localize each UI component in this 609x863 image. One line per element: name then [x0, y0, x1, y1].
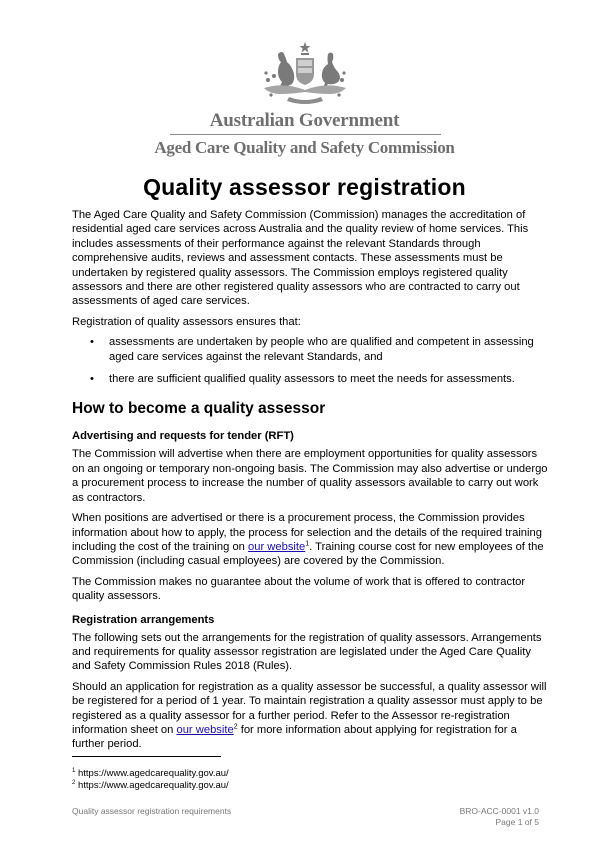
- website-link-1[interactable]: our website: [248, 540, 306, 553]
- footer-document-code: BRO-ACC-0001 v1.0: [459, 806, 539, 816]
- ensures-lead: Registration of quality assessors ensures that:: [72, 315, 301, 328]
- footnote-ref-1: 1: [305, 540, 310, 548]
- bullet-icon: •: [90, 336, 94, 349]
- agency-name: Aged Care Quality and Safety Commission: [154, 138, 455, 157]
- website-link-2[interactable]: our website: [176, 723, 234, 736]
- page-title: Quality assessor registration: [143, 174, 466, 200]
- footnote: $^2$ https://www.agedcarequality.gov.au/: [72, 779, 229, 791]
- ensures-list: [72, 335, 552, 386]
- footnotes: [72, 768, 229, 791]
- bullet-icon: •: [90, 373, 94, 386]
- government-name: Australian Government: [209, 110, 400, 131]
- rft-paragraph-2: When positions are advertised or there is a procurement process, the Commission provides information about how to apply, the process for selection and the details of the required training including the cost of the training on our website$^1$. Training course cost for new employees of the Commission (including casual employees) are covered by the Commission.: [72, 512, 544, 568]
- list-item: • assessments are undertaken by people who are qualified and competent in assessing aged care services against the relevant Standards, and: [90, 336, 534, 363]
- registration-paragraph-2: Should an application for registration as a quality assessor be successful, a quality assessor will be registered for a period of 1 year. To maintain registration a quality assessor must apply to be registered as a quality assessor for a further period. Refer to the Assessor re-registration information sheet on our website$^2$ for more information about applying for registration for a further period.: [72, 680, 547, 751]
- registration-heading: Registration arrangements: [72, 613, 215, 626]
- registration-paragraph-1: The following sets out the arrangements for the registration of quality assessors. Arrangements and requirements for quality assessor registration are legislated under the Aged Care Quality and Safety Commission Rules 2018 (Rules).: [72, 631, 542, 673]
- list-item: • there are sufficient qualified quality assessors to meet the needs for assessments.: [90, 373, 515, 386]
- logo-divider: [170, 134, 441, 135]
- footnote-separator: [72, 756, 221, 757]
- section-heading: How to become a quality assessor: [72, 400, 326, 418]
- rft-heading: Advertising and requests for tender (RFT): [72, 430, 294, 443]
- rft-paragraph-1: The Commission will advertise when there are employment opportunities for quality assessors on an ongoing or temporary non-ongoing basis. The Commission may also advertise or undergo a procurement process to increase the number of quality assessors available to carry out work as contractors.: [72, 448, 548, 504]
- footer-meta: [460, 806, 539, 828]
- intro-paragraph: The Aged Care Quality and Safety Commission (Commission) manages the accreditation of residential aged care services across Australia and the quality review of home services. This includes assessments of their performance against the relevant Standards through comprehensive audits, reviews and assessment contacts. These assessments must be undertaken by registered quality assessors. The Commission employs registered quality assessors and there are other registered quality assessors who are contracted to carry out assessments of aged care services.: [72, 209, 529, 308]
- footnote-ref-2: 2: [233, 723, 238, 731]
- coat-of-arms-icon: [256, 40, 354, 108]
- footer-document-name: Quality assessor registration requirements: [72, 806, 232, 816]
- document-body: [72, 208, 552, 758]
- footer-page-number: Page 1 of 5: [495, 817, 539, 827]
- footnote: $^1$ https://www.agedcarequality.gov.au/: [72, 767, 229, 779]
- rft-paragraph-3: The Commission makes no guarantee about the volume of work that is offered to contractor quality assessors.: [72, 575, 526, 603]
